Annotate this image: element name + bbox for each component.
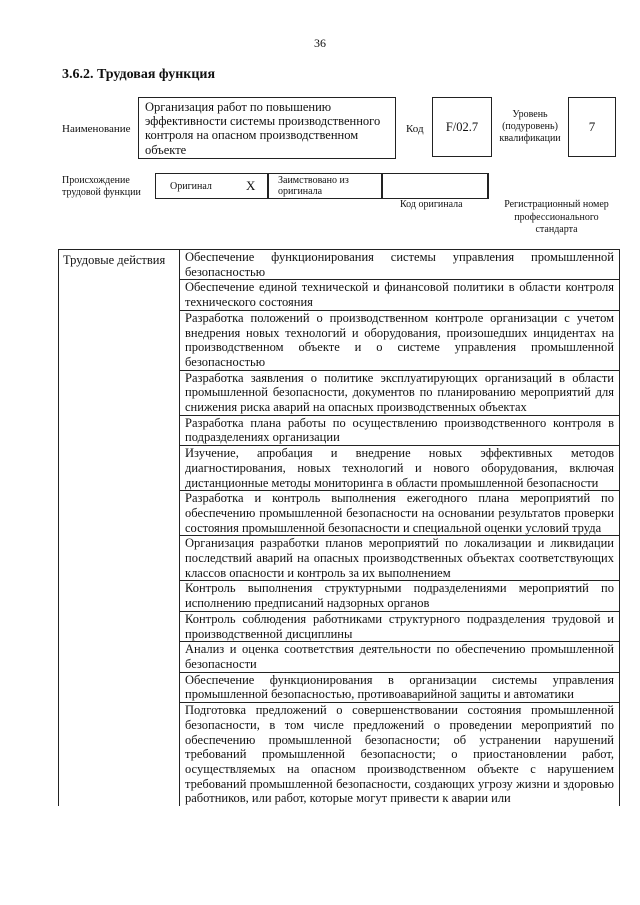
labor-action-item: Обеспечение функционирования системы управления промышленной безопасностью xyxy=(180,250,619,280)
labor-action-item: Контроль соблюдения работниками структурного подразделения трудовой и производственной дисциплины xyxy=(180,612,619,642)
original-mark: X xyxy=(246,178,256,193)
reg-number-box xyxy=(488,173,618,199)
name-value-box xyxy=(138,97,396,159)
labor-action-item: Разработка заявления о политике эксплуатирующих организаций в области промышленной безопасности, документов по планированию мероприятий для снижения риска аварий на опасных производственных объектах xyxy=(180,371,619,416)
labor-action-item: Обеспечение единой технической и финансовой политики в области контроля технического состояния xyxy=(180,280,619,310)
labor-action-item: Разработка и контроль выполнения ежегодного плана мероприятий по обеспечению промышленной безопасности на основании результатов проверки состояния промышленной безопасности и специальной оценки условий труда xyxy=(180,491,619,536)
name-value: Организация работ по повышению эффективности системы производственного контроля на опасном производственном объекте xyxy=(145,100,381,157)
labor-action-item: Изучение, апробация и внедрение новых эффективных методов диагностирования, новых технологий и нового оборудования, включая дистанционные методы мониторинга в области промышленной безопасности xyxy=(180,446,619,491)
page-number: 36 xyxy=(314,36,326,50)
labor-action-item: Анализ и оценка соответствия деятельности по обеспечению промышленной безопасности xyxy=(180,642,619,672)
code-value: F/02.7 xyxy=(445,119,479,134)
borrowed-label: Заимствовано из оригинала xyxy=(278,175,349,197)
labor-actions-table xyxy=(58,249,620,806)
labor-action-item: Организация разработки планов мероприятий по локализации и ликвидации последствий аварий на опасных производственных объектах соответствующих классов опасности и контроль за их выполнением xyxy=(180,536,619,581)
origin-label: Происхождение трудовой функции xyxy=(62,175,141,198)
section-title: 3.6.2. Трудовая функция xyxy=(62,67,216,82)
labor-actions-label: Трудовые действия xyxy=(63,253,166,267)
level-value-box xyxy=(568,97,616,157)
reg-number-label: Регистрационный номер профессионального стандарта xyxy=(504,199,609,235)
column-divider xyxy=(179,250,180,806)
labor-action-item: Подготовка предложений о совершенствовании состояния промышленной безопасности, в том числе предложений о проведении мероприятий по обеспечению промышленной безопасности; об устранении нарушений требований промышленной безопасности; о приостановлении работ, осуществляемых на опасном производственном объекте с нарушением требований промышленной безопасности, создающих угрозу жизни и здоровью работников, или работ, которые могут привести к аварии или xyxy=(185,703,614,806)
level-label: Уровень (подуровень) квалификации xyxy=(499,109,561,144)
labor-action-item: Разработка положений о производственном контроле организации с учетом внедрения новых технологий и оборудования, произошедших инцидентах на производственном объекте и о системе управления промышленной безопасностью xyxy=(180,311,619,371)
original-label: Оригинал xyxy=(170,181,212,192)
code-value-box xyxy=(432,97,492,157)
labor-action-item: Разработка плана работы по осуществлению производственного контроля в подразделениях организации xyxy=(180,416,619,446)
name-label: Наименование xyxy=(62,123,131,135)
labor-actions-list xyxy=(180,250,619,806)
level-value: 7 xyxy=(588,119,596,134)
code-label: Код xyxy=(406,123,424,135)
code-original-box xyxy=(382,173,488,199)
labor-action-item: Обеспечение функционирования в организации системы управления промышленной безопасностью, противоаварийной защиты и автоматики xyxy=(180,673,619,703)
code-original-label: Код оригинала xyxy=(400,199,463,210)
labor-action-item: Контроль выполнения структурными подразделениями мероприятий по исполнению предписаний надзорных органов xyxy=(180,581,619,611)
